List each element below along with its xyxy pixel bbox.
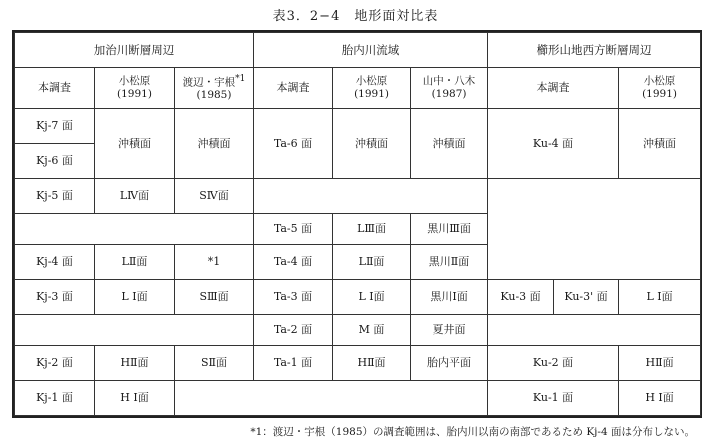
- cell-yamanaka-natsui: 夏井面: [411, 315, 488, 346]
- cell-kj2: Kj‐2 面: [15, 345, 95, 380]
- group-header-tainai: 胎内川流域: [254, 33, 488, 68]
- header-year: (1991): [117, 88, 152, 101]
- cell-kushigata-komatsubara-chuseki: 沖積面: [619, 109, 701, 179]
- cell-kj1: Kj‐1 面: [15, 380, 95, 415]
- empty-cell: [175, 380, 488, 415]
- header-name: 小松原: [643, 74, 676, 87]
- header-tainai-yamanaka: [411, 68, 488, 109]
- header-name: 小松原: [118, 74, 151, 87]
- cell-ku1: Ku‐1 面: [488, 380, 619, 415]
- footnote: *1：渡辺・宇根（1985）の調査範囲は、胎内川以南の南部であるため Kj‐4 面は分布しない。: [250, 426, 695, 438]
- empty-cell: [488, 179, 701, 280]
- cell-kushigata-h2: HⅡ面: [619, 345, 701, 380]
- cell-kaji-l4: LⅣ面: [95, 179, 175, 214]
- cell-yamanaka-kuro1: 黒川Ⅰ面: [411, 280, 488, 315]
- cell-kaji-h2: HⅡ面: [95, 345, 175, 380]
- header-name: 小松原: [355, 74, 388, 87]
- cell-yamanaka-tainai: 胎内平面: [411, 345, 488, 380]
- cell-ta3: Ta‐3 面: [254, 280, 333, 315]
- terrace-correlation-table: [14, 32, 701, 416]
- cell-ku3: Ku‐3 面: [488, 280, 554, 315]
- cell-tainai-l1: L Ⅰ面: [333, 280, 411, 315]
- empty-cell: [488, 315, 701, 346]
- cell-tainai-komatsubara-chuseki: 沖積面: [333, 109, 411, 179]
- cell-ku2: Ku‐2 面: [488, 345, 619, 380]
- header-kushigata-survey: 本調査: [488, 68, 619, 109]
- empty-cell: [15, 315, 254, 346]
- header-kaji-komatsubara: [95, 68, 175, 109]
- footnote-mark: *1: [235, 73, 246, 84]
- cell-watanabe-chuseki: 沖積面: [175, 109, 254, 179]
- cell-ta6: Ta‐6 面: [254, 109, 333, 179]
- header-tainai-survey: 本調査: [254, 68, 333, 109]
- header-year: (1991): [642, 88, 677, 101]
- cell-ta1: Ta‐1 面: [254, 345, 333, 380]
- header-year: (1991): [354, 88, 389, 101]
- cell-tainai-l3: LⅢ面: [333, 214, 411, 245]
- cell-watanabe-s2: SⅡ面: [175, 345, 254, 380]
- cell-kj6: Kj‐6 面: [15, 144, 95, 179]
- empty-cell: [254, 179, 488, 214]
- cell-ta4: Ta‐4 面: [254, 245, 333, 280]
- cell-kj3: Kj‐3 面: [15, 280, 95, 315]
- group-header-kushigata: 櫛形山地西方断層周辺: [488, 33, 701, 68]
- cell-watanabe-star: *1: [175, 245, 254, 280]
- correlation-table-frame: [12, 30, 702, 418]
- cell-ku3-prime: Ku‐3' 面: [554, 280, 619, 315]
- cell-watanabe-s3: SⅢ面: [175, 280, 254, 315]
- cell-ta5: Ta‐5 面: [254, 214, 333, 245]
- cell-tainai-h2: HⅡ面: [333, 345, 411, 380]
- cell-tainai-m: M 面: [333, 315, 411, 346]
- header-year: (1987): [431, 88, 467, 101]
- cell-kaji-l2: LⅡ面: [95, 245, 175, 280]
- header-kushigata-komatsubara: [619, 68, 701, 109]
- cell-yamanaka-kuro3: 黒川Ⅲ面: [411, 214, 488, 245]
- header-name: 渡辺・宇根*1: [182, 73, 246, 89]
- cell-yamanaka-kuro2: 黒川Ⅱ面: [411, 245, 488, 280]
- cell-kj4: Kj‐4 面: [15, 245, 95, 280]
- cell-tainai-l2: LⅡ面: [333, 245, 411, 280]
- header-kaji-watanabe: [175, 68, 254, 109]
- group-header-kaji: 加治川断層周辺: [15, 33, 254, 68]
- header-name: 山中・八木: [422, 74, 476, 87]
- header-kaji-survey: 本調査: [15, 68, 95, 109]
- cell-yamanaka-chuseki: 沖積面: [411, 109, 488, 179]
- cell-ta2: Ta‐2 面: [254, 315, 333, 346]
- cell-kushigata-l1: L Ⅰ面: [619, 280, 701, 315]
- header-tainai-komatsubara: [333, 68, 411, 109]
- cell-kaji-h1: H Ⅰ面: [95, 380, 175, 415]
- cell-kaji-komatsubara-chuseki: 沖積面: [95, 109, 175, 179]
- empty-cell: [15, 214, 254, 245]
- cell-ku4: Ku‐4 面: [488, 109, 619, 179]
- table-title: 表3．2−4 地形面対比表: [272, 9, 439, 24]
- cell-watanabe-s4: SⅣ面: [175, 179, 254, 214]
- header-year: (1985): [196, 89, 232, 102]
- cell-kj5: Kj‐5 面: [15, 179, 95, 214]
- cell-kaji-l1: L Ⅰ面: [95, 280, 175, 315]
- cell-kushigata-h1: H Ⅰ面: [619, 380, 701, 415]
- cell-kj7: Kj‐7 面: [15, 109, 95, 144]
